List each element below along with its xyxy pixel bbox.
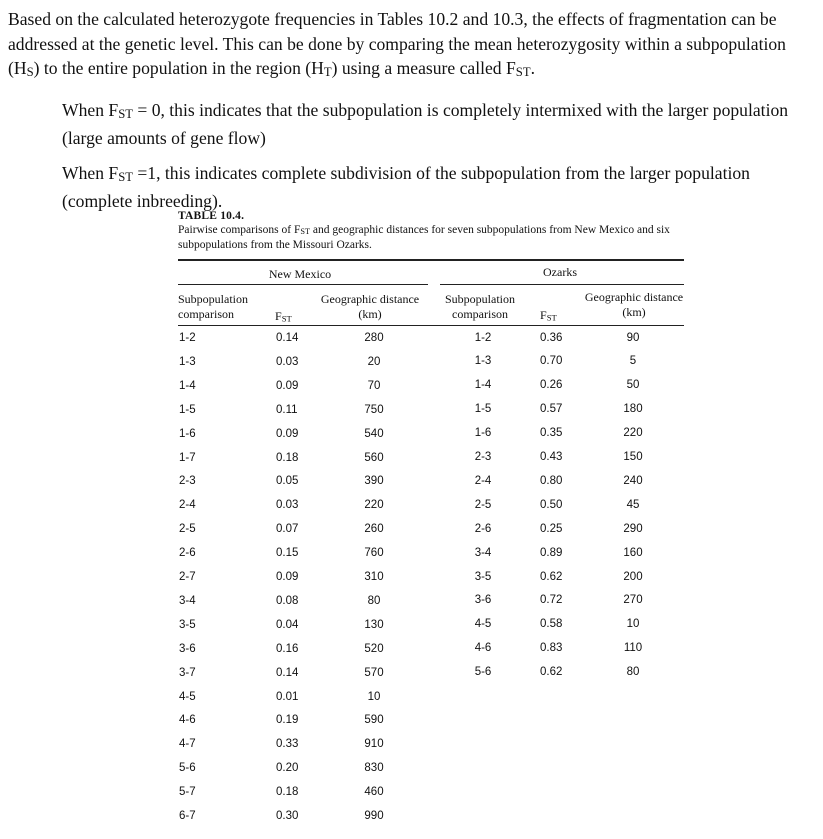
nm-pair-cell: 1-3 — [179, 355, 196, 368]
group-new-mexico: New Mexico — [268, 267, 332, 281]
nm-fst-cell: 0.18 — [276, 451, 299, 464]
nm-fst-cell: 0.30 — [276, 810, 299, 822]
nm-pair-cell: 1-6 — [179, 427, 196, 440]
nm-pair-cell: 1-2 — [179, 332, 196, 344]
header-line: F — [540, 308, 547, 322]
nm-fst-header — [275, 309, 305, 326]
nm-distance-cell: 20 — [367, 355, 381, 368]
header-line: (km) — [358, 307, 382, 321]
header-line: (km) — [622, 305, 646, 319]
header-line: Subpopulation — [444, 292, 515, 306]
oz-fst-cell: 0.70 — [540, 355, 563, 368]
nm-distance-cell: 750 — [364, 403, 384, 416]
oz-fst-cell: 0.72 — [540, 594, 563, 607]
nm-distance-cell: 990 — [364, 810, 384, 822]
subscript: T — [323, 64, 332, 79]
nm-distance-cell: 570 — [364, 666, 384, 679]
oz-distance-cell: 270 — [623, 594, 643, 607]
oz-pair-cell: 3-4 — [474, 546, 492, 559]
oz-pair-cell: 1-3 — [474, 355, 492, 368]
nm-fst-cell: 0.09 — [276, 427, 299, 440]
group-ozarks: Ozarks — [543, 265, 577, 279]
para-text: = 0, this indicates that the subpopulation is completely intermixed with the larger population (large amounts of gene flow) — [62, 100, 789, 148]
oz-pair-cell: 5-6 — [474, 666, 492, 679]
subscript: ST — [118, 169, 133, 184]
nm-pair-cell: 2-5 — [179, 523, 196, 536]
nm-pair-cell: 1-4 — [179, 379, 196, 392]
oz-fst-cell: 0.25 — [540, 522, 563, 535]
header-line: Geographic distance — [584, 290, 684, 304]
nm-geo-header — [310, 292, 430, 322]
nm-fst-cell: 0.15 — [276, 547, 299, 560]
nm-fst-cell: 0.14 — [276, 666, 299, 679]
oz-fst-cell: 0.43 — [540, 451, 563, 463]
nm-distance-cell: 280 — [364, 332, 384, 344]
oz-distance-cell: 50 — [626, 379, 640, 392]
subscript: ST — [515, 64, 531, 79]
fst-zero-paragraph — [62, 98, 817, 150]
nm-fst-cell: 0.11 — [276, 403, 298, 416]
oz-pair-cell: 1-4 — [474, 379, 492, 392]
oz-fst-cell: 0.35 — [540, 427, 563, 440]
nm-fst-cell: 0.04 — [276, 618, 299, 631]
intro-text: Based on the calculated heterozygote frequencies in Tables 10.2 and 10.3, the effects of fragmentation can be addressed at the genetic level. This can be done by comparing the mean heterozygosity within a subpopulation (H — [8, 9, 786, 78]
nm-distance-cell: 80 — [367, 594, 381, 607]
nm-pair-cell: 4-7 — [179, 738, 196, 751]
oz-fst-cell: 0.58 — [540, 618, 563, 631]
header-line: Geographic distance — [320, 292, 420, 306]
oz-geo-header — [576, 290, 692, 320]
nm-pair-cell: 5-7 — [179, 786, 196, 799]
nm-distance-cell: 760 — [364, 547, 384, 560]
header-line: comparison — [452, 307, 508, 321]
oz-group-rule — [440, 284, 684, 285]
oz-fst-cell: 0.50 — [540, 498, 563, 511]
nm-distance-cell: 460 — [364, 786, 384, 799]
nm-fst-cell: 0.08 — [276, 594, 299, 607]
oz-distance-cell: 220 — [623, 427, 643, 440]
oz-fst-cell: 0.62 — [540, 570, 563, 583]
caption-text: Pairwise comparisons of F — [178, 224, 301, 236]
nm-distance-cell: 220 — [364, 499, 384, 512]
nm-pair-cell: 3-6 — [179, 642, 196, 655]
subscript: S — [26, 64, 34, 79]
intro-text: . — [530, 58, 535, 78]
table-title: TABLE 10.4. — [178, 210, 245, 222]
oz-fst-cell: 0.80 — [540, 474, 563, 487]
nm-pair-cell: 5-6 — [179, 762, 196, 775]
oz-pair-cell: 2-6 — [474, 522, 492, 535]
oz-pair-cell: 1-5 — [474, 403, 492, 416]
fst-one-paragraph — [62, 161, 817, 213]
nm-distance-cell: 260 — [364, 523, 384, 536]
nm-pair-cell: 2-7 — [179, 571, 196, 583]
intro-text: ) to the entire population in the region (H — [33, 58, 324, 78]
nm-pair-cell: 4-5 — [179, 690, 196, 703]
nm-distance-cell: 520 — [364, 642, 384, 655]
nm-fst-cell: 0.03 — [276, 499, 299, 512]
nm-distance-cell: 540 — [364, 427, 384, 440]
para-text: When F — [62, 163, 119, 183]
oz-distance-cell: 45 — [626, 498, 640, 511]
oz-distance-cell: 200 — [623, 570, 643, 583]
subscript: ST — [281, 313, 292, 324]
oz-pair-cell: 4-5 — [474, 618, 492, 631]
nm-distance-cell: 10 — [367, 690, 381, 703]
oz-subpop-header — [435, 292, 525, 322]
nm-distance-cell: 310 — [364, 571, 384, 583]
oz-pair-cell: 3-5 — [474, 570, 492, 583]
nm-distance-cell: 390 — [364, 475, 384, 488]
oz-distance-cell: 10 — [626, 618, 640, 631]
oz-distance-cell: 290 — [623, 522, 643, 535]
nm-pair-cell: 1-5 — [179, 403, 196, 416]
nm-fst-cell: 0.09 — [276, 379, 299, 392]
nm-subpop-header — [178, 292, 278, 322]
nm-distance-cell: 70 — [367, 379, 381, 392]
header-line: Subpopulation — [178, 292, 249, 306]
oz-distance-cell: 80 — [626, 666, 640, 679]
nm-group-rule — [178, 284, 428, 285]
nm-pair-cell: 6-7 — [179, 810, 196, 822]
oz-fst-header — [540, 308, 570, 325]
nm-pair-cell: 2-6 — [179, 547, 196, 560]
nm-fst-cell: 0.03 — [276, 355, 299, 368]
oz-pair-cell: 1-2 — [474, 331, 492, 344]
oz-fst-cell: 0.26 — [540, 379, 563, 392]
nm-pair-cell: 3-7 — [179, 666, 196, 679]
nm-fst-cell: 0.33 — [276, 738, 299, 751]
oz-fst-cell: 0.89 — [540, 546, 563, 559]
nm-pair-cell: 1-7 — [179, 451, 196, 464]
nm-distance-cell: 830 — [364, 762, 384, 775]
oz-distance-cell: 180 — [623, 403, 643, 416]
oz-pair-cell: 2-3 — [474, 451, 492, 463]
para-text: When F — [62, 100, 119, 120]
nm-fst-cell: 0.01 — [276, 690, 299, 703]
oz-pair-cell: 2-5 — [474, 498, 492, 511]
oz-pair-cell: 4-6 — [474, 642, 492, 655]
nm-fst-cell: 0.16 — [276, 642, 299, 655]
nm-pair-cell: 3-4 — [179, 594, 196, 607]
oz-distance-cell: 110 — [623, 642, 643, 655]
intro-paragraph — [8, 7, 816, 84]
header-line: comparison — [178, 307, 234, 321]
oz-pair-cell: 2-4 — [474, 474, 492, 487]
caption-text: and geographic distances for seven subpopulations from New Mexico and six subpopulations from the Missouri Ozarks. — [178, 224, 670, 251]
oz-distance-cell: 150 — [623, 451, 643, 463]
header-line: F — [275, 309, 282, 323]
oz-distance-cell: 5 — [629, 355, 637, 368]
subscript: ST — [546, 312, 557, 323]
oz-fst-cell: 0.62 — [540, 666, 563, 679]
nm-fst-cell: 0.07 — [276, 523, 299, 536]
para-text: =1, this indicates complete subdivision of the subpopulation from the larger population (complete inbreeding). — [62, 163, 750, 211]
nm-distance-cell: 130 — [364, 618, 384, 631]
oz-fst-cell: 0.57 — [540, 403, 563, 416]
nm-distance-cell: 910 — [364, 738, 384, 751]
nm-pair-cell: 2-3 — [179, 475, 196, 488]
oz-fst-cell: 0.36 — [540, 331, 563, 344]
subscript: ST — [300, 227, 310, 237]
header-bottom-rule — [178, 325, 684, 326]
nm-distance-cell: 590 — [364, 714, 384, 727]
table-top-rule — [178, 259, 684, 261]
oz-distance-cell: 240 — [623, 474, 643, 487]
nm-distance-cell: 560 — [364, 451, 384, 464]
table-caption — [178, 224, 688, 252]
nm-fst-cell: 0.05 — [276, 475, 299, 488]
oz-pair-cell: 1-6 — [474, 427, 492, 440]
nm-fst-cell: 0.09 — [276, 571, 299, 583]
nm-pair-cell: 2-4 — [179, 499, 196, 512]
nm-fst-cell: 0.20 — [276, 762, 299, 775]
nm-pair-cell: 4-6 — [179, 714, 196, 727]
nm-pair-cell: 3-5 — [179, 618, 196, 631]
nm-fst-cell: 0.14 — [276, 332, 299, 344]
nm-fst-cell: 0.18 — [276, 786, 299, 799]
subscript: ST — [118, 106, 133, 121]
oz-fst-cell: 0.83 — [540, 642, 563, 655]
oz-distance-cell: 90 — [626, 331, 640, 344]
nm-fst-cell: 0.19 — [276, 714, 299, 727]
intro-text: ) using a measure called F — [331, 58, 516, 78]
oz-distance-cell: 160 — [623, 546, 643, 559]
oz-pair-cell: 3-6 — [474, 594, 492, 607]
